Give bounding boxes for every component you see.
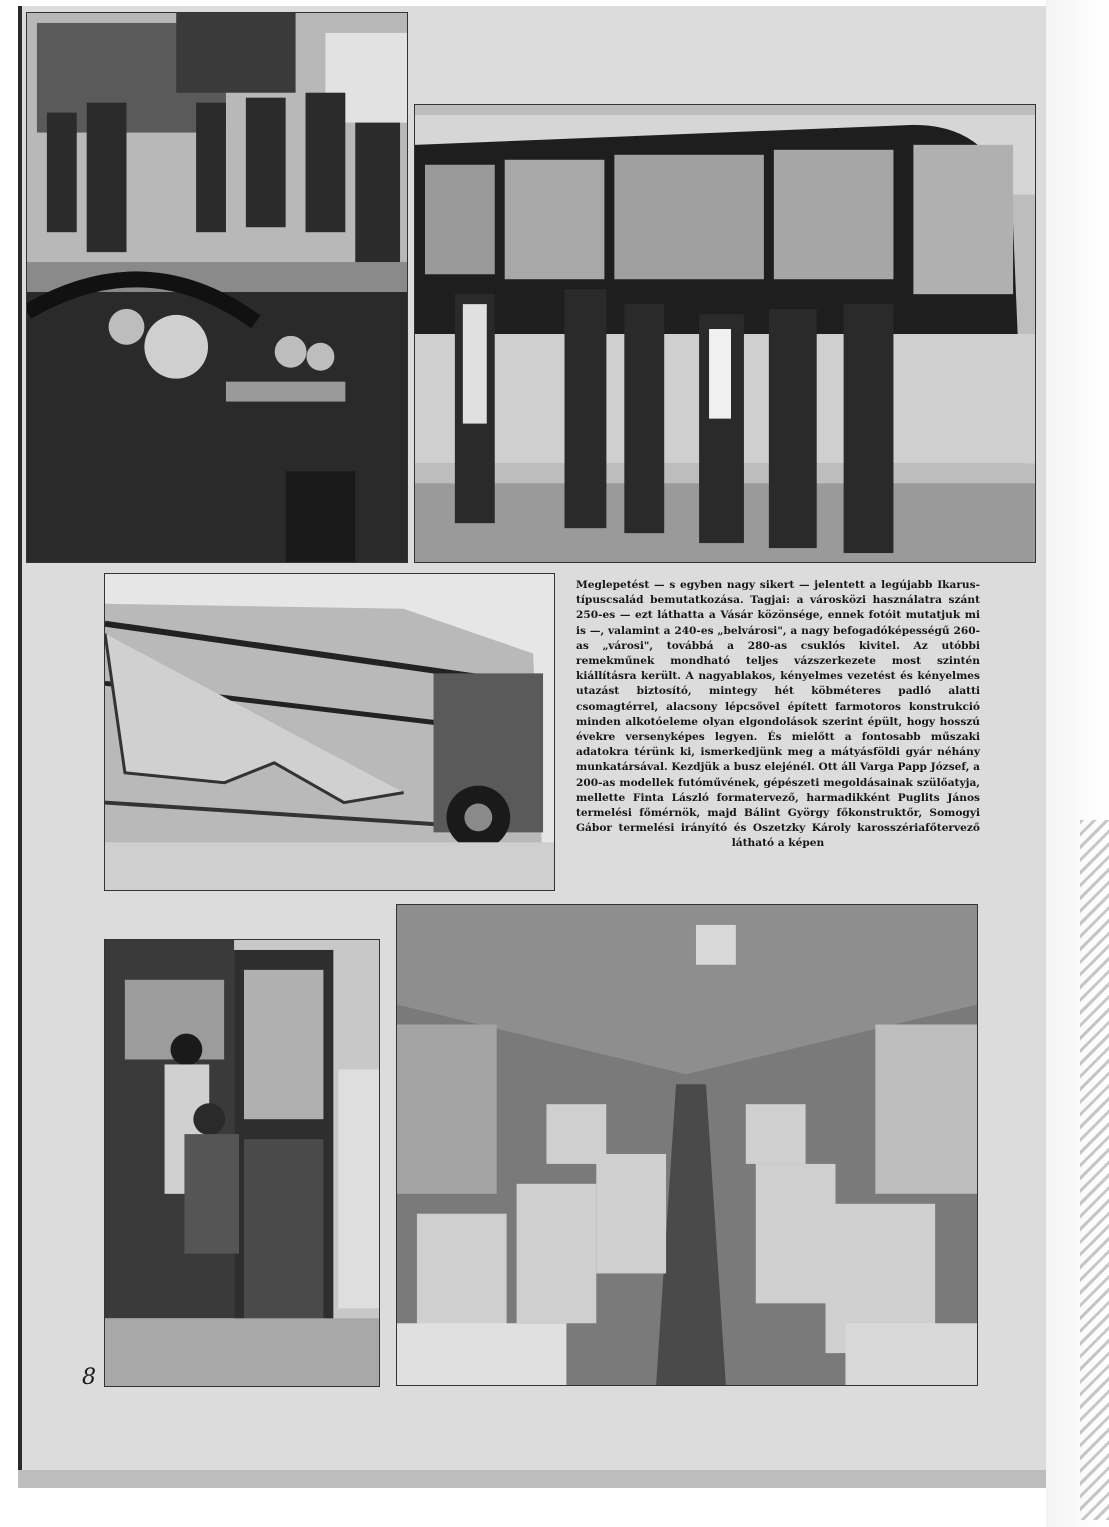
photo-bus-frame-structure <box>104 573 555 891</box>
photo-bus-interior <box>396 904 978 1386</box>
photo-men-in-front-of-bus <box>414 104 1036 563</box>
photo-crowd-and-dashboard <box>26 12 408 563</box>
photo-women-at-bus-door <box>104 939 380 1387</box>
page-number: 8 <box>82 1365 96 1390</box>
page-edge-texture <box>1080 820 1109 1520</box>
photo-caption: Meglepetést — s egyben nagy sikert — jelentett a legújabb Ikarus-típuscsalád bemutatkozása. Tagjai: a városközi használatra szánt 250-es — ezt láthatta a Vásár közönsége, ennek fotóit mutatjuk mi is —, valamint a 240-es „belvárosi", a nagy befogadóképességű 260-as „városi", továbbá a 280-as csuklós kivitel. Az utóbbi remekműnek mondható teljes vázszerkezete most szintén kiállításra került. A nagyablakos, kényelmes vezetést és kényelmes utazást biztosító, mintegy hét köbméteres padló alatti csomagtérrel, alacsony lépcsővel épített farmotoros konstrukció minden alkotóeleme olyan elgondolások szerint épült, hogy hosszú évekre versenyképes legyen. És mielőtt a fontosabb műszaki adatokra térünk ki, ismerkedjünk meg a mátyásföldi gyár néhány munkatársával. Kezdjük a busz elejénél. Ott áll Varga Papp József, a 200-as modellek futóművének, gépészeti megoldásainak szülőatyja, mellette Finta László formatervező, harmadikként Puglits János termelési főmérnök, majd Bálint György főkonstruktőr, Somogyi Gábor termelési irányító és Oszetzky Károly karosszériafőtervező látható a képen <box>576 579 980 850</box>
page-bottom-edge <box>18 1470 1046 1488</box>
